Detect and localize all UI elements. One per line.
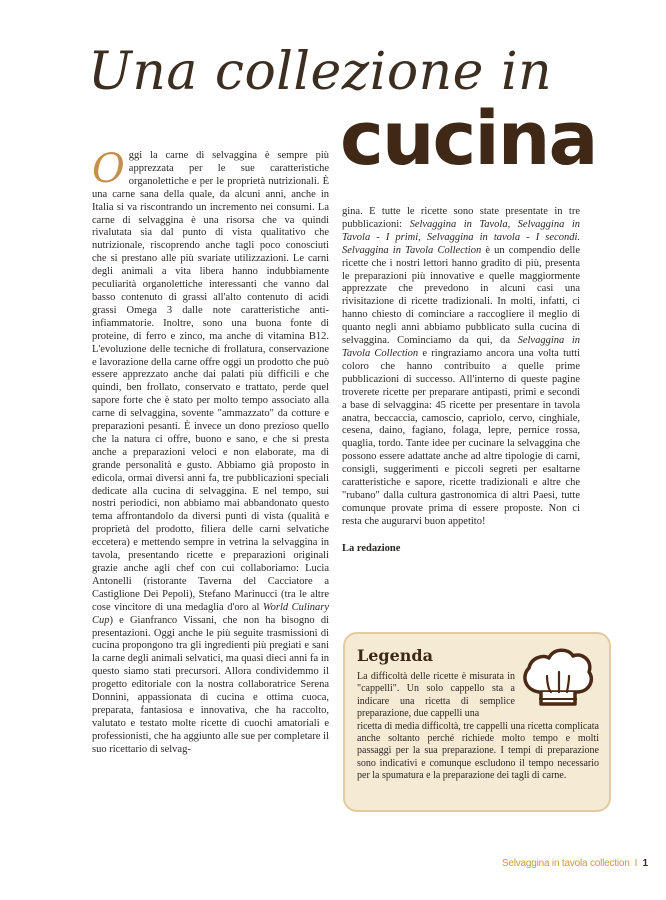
article-text-2c: e ringraziamo ancora una volta tutti coloro che hanno contribuito a quelle prime pubblicazioni di successo. All'interno di queste pagine troverete ricette per preparare antipasti, primi e secondi a base di selvaggina: 45 ricette per presentare in tavola anatra, beccaccia, camoscio, capriolo, cervo, cinghiale, cesena, daino, fagiano, folaga, lepre, pernice rossa, quaglia, tordo. Tante idee per cucinare la selvaggina che possono essere adattate anche ad altre tipologie di carni, consigli, suggerimenti e piccoli segreti per esaltarne caratteristiche e sapore, ricette tradizionali e altre che "rubano" dalla cultura gastronomica di altri Paesi, tutte comunque provate prima di essere proposte. Non ci resta che augurarvi buon appetito! xyxy=(342,347,580,527)
page-number: 1 xyxy=(642,858,648,869)
legend-text-2: ricetta di media difficoltà, tre cappelli una ricetta complicata anche soltanto perché richiede molto tempo e molti passaggi per la sua preparazione. I tempi di preparazione sono indicativi e comunque escludono il tempo necessario per la spumatura e la preparazione dei tagli di carne. xyxy=(357,720,599,782)
article-text-1b: ) e Gianfranco Vissani, che non ha bisogno di presentazioni. Oggi anche le più seguite trasmissioni di cucina propongono tra gli ingredienti più pregiati e sani la carne degli animali selvatici, ma quasi dieci anni fa in questo siamo stati precursori. Allora condividemmo il progetto editoriale con la nostra collaboratrice Serena Donnini, appassionata di cucina e ottima cuoca, preparata, fantasiosa e innovativa, che ha raccolto, valutato e testato molte ricette di cuochi amatoriali e professionisti, che ha aggiunto alle sue per completare il suo ricettario di selvag- xyxy=(92,614,329,755)
dropcap: O xyxy=(92,146,125,192)
chef-hat-icon xyxy=(517,642,597,710)
article-paragraph-2 xyxy=(342,206,580,529)
legend-text-1: La difficoltà delle ricette è misurata in "cappelli". Un solo cappello sta a indicare una ricetta di semplice preparazione, due cappelli una xyxy=(357,671,515,720)
article-em-publications: Selvaggina in Tavola, Selvaggina in Tavola - I primi, Selvaggina in tavola - I secondi. Selvaggina in Tavola Collection xyxy=(342,218,580,256)
footer-brand: Selvaggina in tavola collection xyxy=(501,858,630,869)
legend-title: Legenda xyxy=(357,646,433,665)
article-column-2 xyxy=(342,206,580,556)
article-paragraph-1 xyxy=(92,146,329,757)
article-text-2a: gina. E tutte le ricette sono state presentate in tre pubblicazioni: xyxy=(342,206,580,230)
article-em-world-culinary-cup: World Culinary Cup xyxy=(92,601,329,626)
legend-box xyxy=(343,632,611,812)
page-footer xyxy=(502,858,648,869)
article-em-collection: Selvaggina in Tavola Collection xyxy=(342,335,580,359)
footer-separator: I xyxy=(634,858,638,869)
article-column-1 xyxy=(92,146,329,757)
title-main: cucina xyxy=(340,96,597,182)
title-script: Una collezione in xyxy=(88,42,553,102)
article-text-1a: ggi la carne di selvaggina è sempre più apprezzata per le sue caratteristiche organolettiche e per le proprietà nutrizionali. È una carne sana della quale, da alcuni anni, anche in Italia si va riscontrando un incremento nei consumi. La carne di selvaggina è una risorsa che va quindi rivalutata sia dal punto di vista qualitativo che nutrizionale, riscoprendo anche tagli poco conosciuti che si prestano alle più svariate utilizzazioni. Le carni degli animali a vita libera hanno indubbiamente peculiarità organolettiche interessanti che vanno dal basso contenuto di grassi all'alto contenuto di acidi grassi Omega 3 dalle note caratteristiche anti-infiammatorie. Inoltre, sono una buona fonte di proteine, di ferro e zinco, ma anche di vitamina B12. L'evoluzione delle tecniche di frollatura, conservazione e lavorazione della carne offre oggi un prodotto che può essere apprezzato anche dai palati più difficili e che quindi, ben frollato, conservato e trattato, perde quel sapore forte che è stato per molto tempo associato alla carne di selvaggina, sovente "ammazzato" da cotture e preparazioni pesanti. È invece un dono prezioso quello che la natura ci offre, buono e sano, e che si presta anche a preparazioni veloci e non elaborate, ma di grande personalità e gusto. Abbiamo già proposto in edicola, ormai diversi anni fa, tre pubblicazioni speciali dedicate alla cucina di selvaggina. E nel tempo, sui nostri periodici, non abbiamo mai abbandonato questo tema affrontandolo da diversi punti di vista (qualità e proprietà del prodotto, filiera delle carni selvatiche eccetera) e mettendo sempre in vetrina la selvaggina in tavola, presentando ricette e preparazioni originali grazie anche agli chef con cui collaboriamo: Lucia Antonelli (ristorante Taverna del Cacciatore a Castiglione Dei Pepoli), Stefano Marinucci (tra le altre cose vincitore di una medaglia d'oro al xyxy=(92,150,329,613)
article-text-2b: è un compendio delle ricette che i nostri lettori hanno gradito di più, presenta le preparazioni più innovative e quelle maggiormente apprezzate che prevedono in alcuni casi una rivisitazione di ricette tradizionali. In molti, infatti, ci hanno chiesto di cominciare a raccogliere il meglio di quanto negli anni abbiamo pubblicato sulla cucina di selvaggina. Cominciamo da qui, da xyxy=(342,244,580,347)
article-signature: La redazione xyxy=(342,542,401,554)
